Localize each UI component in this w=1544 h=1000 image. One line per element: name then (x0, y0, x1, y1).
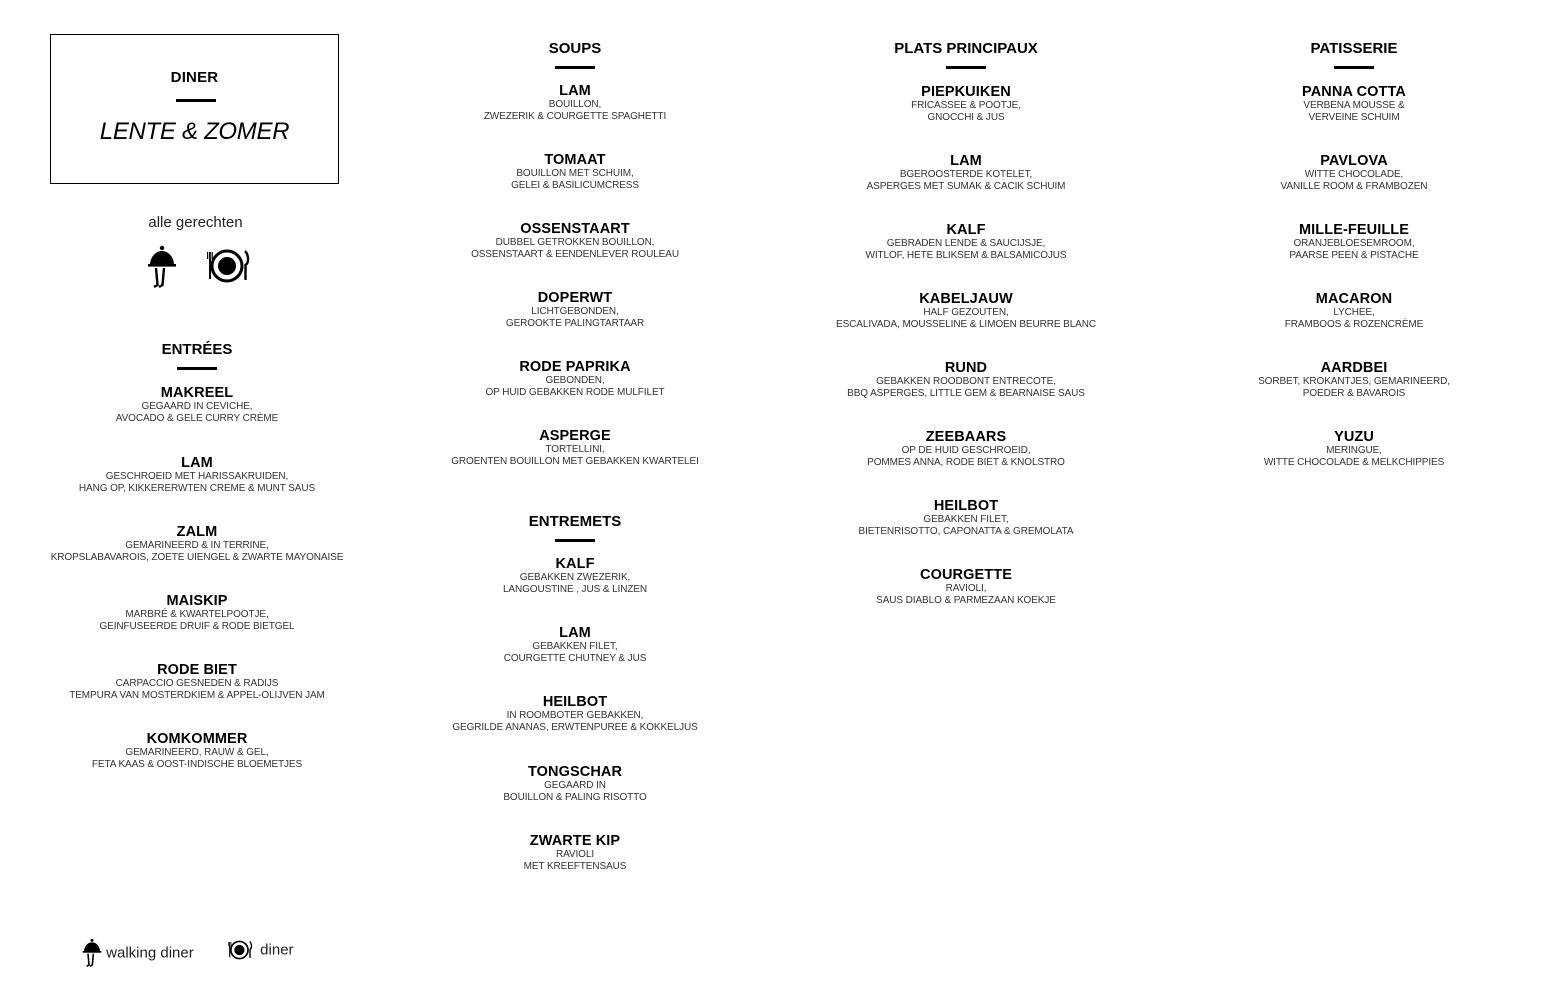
divider (176, 99, 216, 102)
section-soups (375, 40, 775, 467)
dish-item (0, 385, 397, 425)
dish-description: VERVEINE SCHUIM (1308, 112, 1400, 123)
dish-description: OP HUID GEBAKKEN RODE MULFILET (485, 387, 665, 398)
dish-name: LAM (950, 153, 982, 169)
dish-description: FRICASSEE & POOTJE, (911, 100, 1021, 111)
dish-description: TORTELLINI, (545, 444, 605, 455)
dish-description: GEMARINEERD & IN TERRINE, (125, 540, 269, 551)
dish-item (766, 84, 1166, 124)
legend-diner (224, 938, 294, 962)
dish-description: BBQ ASPERGES, LITTLE GEM & BEARNAISE SAUS (847, 388, 1085, 399)
dish-item (1154, 360, 1544, 400)
dish-name: COURGETTE (920, 567, 1012, 583)
dish-item (0, 524, 397, 564)
section-patisserie (1154, 40, 1544, 468)
dish-description: BIETENRISOTTO, CAPONATTA & GREMOLATA (858, 526, 1074, 537)
section-title: ENTRÉES (161, 341, 233, 358)
dish-item (0, 731, 397, 771)
dish-description: TEMPURA VAN MOSTERDKIEM & APPEL-OLIJVEN JAM (69, 690, 325, 701)
dish-description: VANILLE ROOM & FRAMBOZEN (1280, 181, 1428, 192)
dish-description: BOUILLON MET SCHUIM, (516, 168, 634, 179)
dish-item (375, 83, 775, 123)
dish-description: ORANJEBLOESEMROOM, (1293, 238, 1415, 249)
dish-name: PANNA COTTA (1302, 84, 1406, 100)
section-entrees (0, 341, 397, 770)
dish-description: POMMES ANNA, RODE BIET & KNOLSTRO (867, 457, 1065, 468)
dish-description: GEBAKKEN FILET, (532, 641, 618, 652)
dish-name: HEILBOT (933, 498, 999, 514)
dish-description: MERINGUE, (1326, 445, 1382, 456)
dish-description: DUBBEL GETROKKEN BOUILLON, (495, 237, 655, 248)
dish-name: LAM (181, 455, 213, 471)
dish-description: GNOCCHI & JUS (927, 112, 1005, 123)
dish-description: GEGAARD IN CEVICHE, (141, 401, 253, 412)
dish-description: COURGETTE CHUTNEY & JUS (503, 653, 647, 664)
dish-description: GROENTEN BOUILLON MET GEBAKKEN KWARTELEI (451, 456, 699, 467)
dish-description: OP DE HUID GESCHROEID, (901, 445, 1031, 456)
dish-name: PIEPKUIKEN (921, 84, 1011, 100)
dish-name: MILLE-FEUILLE (1298, 222, 1410, 238)
dish-item (375, 625, 775, 665)
dish-item (375, 290, 775, 330)
dish-item (375, 152, 775, 192)
dish-description: BGEROOSTERDE KOTELET, (899, 169, 1033, 180)
dish-description: ASPERGES MET SUMAK & CACIK SCHUIM (866, 181, 1066, 192)
dish-description: RAVIOLI (555, 849, 595, 860)
legend-walking-diner (82, 938, 194, 968)
dish-description: VERBENA MOUSSE & (1303, 100, 1405, 111)
dish-description: KROPSLABAVAROIS, ZOETE UIENGEL & ZWARTE MAYONAISE (50, 552, 344, 563)
dish-name: KOMKOMMER (146, 731, 248, 747)
dish-name: TONGSCHAR (527, 764, 623, 780)
dish-name: RODE PAPRIKA (519, 359, 631, 375)
legend-walking-label: walking diner (106, 944, 194, 962)
dish-name: HEILBOT (542, 694, 608, 710)
dish-name: ZWARTE KIP (529, 833, 621, 849)
divider (555, 539, 595, 542)
dish-name: ZALM (176, 524, 218, 540)
dish-description: HALF GEZOUTEN, (923, 307, 1009, 318)
menu-title-box (50, 34, 339, 184)
dish-description: WITLOF, HETE BLIKSEM & BALSAMICOJUS (865, 250, 1067, 261)
dish-description: ZWEZERIK & COURGETTE SPAGHETTI (483, 111, 667, 122)
dish-description: WITTE CHOCOLADE, (1304, 169, 1404, 180)
divider (177, 367, 217, 370)
divider (1334, 66, 1374, 69)
dish-name: LAM (559, 83, 591, 99)
section-title: ENTREMETS (528, 513, 622, 530)
dish-description: MARBRÉ & KWARTELPOOTJE, (125, 609, 269, 620)
dish-description: SORBET, KROKANTJES, GEMARINEERD, (1258, 376, 1450, 387)
dish-item (375, 833, 775, 873)
divider (946, 66, 986, 69)
dish-description: LANGOUSTINE , JUS & LINZEN (502, 584, 648, 595)
plate-cutlery-icon (224, 938, 256, 962)
legend-diner-label: diner (260, 941, 294, 959)
dish-item (766, 291, 1166, 331)
dish-description: SAUS DIABLO & PARMEZAAN KOEKJE (876, 595, 1056, 606)
dish-item (0, 455, 397, 495)
dish-name: KABELJAUW (919, 291, 1013, 307)
menu-type: DINER (170, 69, 219, 86)
dish-item (375, 694, 775, 734)
dish-description: CARPACCIO GESNEDEN & RADIJS (115, 678, 279, 689)
dish-description: BOUILLON & PALING RISOTTO (503, 792, 647, 803)
dish-item (375, 556, 775, 596)
dish-description: GELEI & BASILICUMCRESS (511, 180, 639, 191)
dish-item (375, 221, 775, 261)
dish-item (766, 222, 1166, 262)
dish-name: ZEEBAARS (925, 429, 1007, 445)
dish-item (0, 593, 397, 633)
all-dishes-label: alle gerechten (148, 214, 243, 231)
dish-description: ESCALIVADA, MOUSSELINE & LIMOEN BEURRE BLANC (836, 319, 1096, 330)
dish-description: HANG OP, KIKKERERWTEN CREME & MUNT SAUS (78, 483, 316, 494)
dish-description: LYCHEE, (1333, 307, 1375, 318)
dish-description: GEGRILDE ANANAS, ERWTENPUREE & KOKKELJUS (452, 722, 698, 733)
dish-name: YUZU (1334, 429, 1374, 445)
dish-item (766, 153, 1166, 193)
dish-description: AVOCADO & GELE CURRY CRÈME (115, 413, 279, 424)
dish-item (0, 662, 397, 702)
dish-name: KALF (946, 222, 986, 238)
dish-description: PAARSE PEEN & PISTACHE (1289, 250, 1419, 261)
dish-description: WITTE CHOCOLADE & MELKCHIPPIES (1263, 457, 1445, 468)
dish-description: FETA KAAS & OOST-INDISCHE BLOEMETJES (91, 759, 303, 770)
dish-name: ASPERGE (539, 428, 611, 444)
dish-description: OSSENSTAART & EENDENLEVER ROULEAU (471, 249, 679, 260)
dish-item (766, 498, 1166, 538)
dish-item (766, 429, 1166, 469)
dish-item (1154, 222, 1544, 262)
dish-item (375, 428, 775, 468)
dish-name: MACARON (1315, 291, 1393, 307)
dish-name: DOPERWT (537, 290, 613, 306)
dish-name: PAVLOVA (1320, 153, 1388, 169)
section-title: SOUPS (548, 40, 602, 57)
section-entremets (375, 513, 775, 872)
dish-description: IN ROOMBOTER GEBAKKEN, (506, 710, 644, 721)
section-title: PATISSERIE (1310, 40, 1398, 57)
dish-description: GEBRADEN LENDE & SAUCIJSJE, (886, 238, 1046, 249)
dish-name: RODE BIET (157, 662, 237, 678)
dish-item (1154, 84, 1544, 124)
dish-item (766, 567, 1166, 607)
dish-item (1154, 291, 1544, 331)
dish-name: OSSENSTAART (520, 221, 630, 237)
dish-description: GEGAARD IN (544, 780, 606, 791)
plate-cutlery-icon (207, 251, 248, 281)
dish-description: GESCHROEID MET HARISSAKRUIDEN, (105, 471, 289, 482)
dish-description: GEMARINEERD, RAUW & GEL, (125, 747, 269, 758)
dish-name: RUND (944, 360, 988, 376)
section-plats-principaux (766, 40, 1166, 606)
dish-item (1154, 153, 1544, 193)
dish-description: GEBAKKEN ROODBONT ENTRECOTE, (876, 376, 1056, 387)
dish-description: MET KREEFTENSAUS (523, 861, 627, 872)
dish-description: RAVIOLI, (945, 583, 987, 594)
dish-name: LAM (559, 625, 591, 641)
dish-description: GEINFUSEERDE DRUIF & RODE BIETGEL (99, 621, 295, 632)
cloche-icon (148, 246, 176, 287)
dish-name: TOMAAT (544, 152, 606, 168)
dish-name: AARDBEI (1320, 360, 1388, 376)
dish-item (766, 360, 1166, 400)
dish-description: GEBAKKEN ZWEZERIK, (519, 572, 631, 583)
menu-title: LENTE & ZOMER (99, 118, 290, 145)
dish-description: BOUILLON, (548, 99, 602, 110)
dish-description: FRAMBOOS & ROZENCRÈME (1284, 319, 1424, 330)
dish-item (1154, 429, 1544, 469)
cloche-icon (82, 938, 102, 968)
dish-description: GEBONDEN, (545, 375, 605, 386)
all-dishes-icons (147, 245, 251, 289)
dish-name: KALF (555, 556, 595, 572)
dish-description: LICHTGEBONDEN, (531, 306, 619, 317)
dish-description: POEDER & BAVAROIS (1302, 388, 1406, 399)
dish-item (375, 764, 775, 804)
dish-description: GEBAKKEN FILET, (923, 514, 1009, 525)
section-title: PLATS PRINCIPAUX (894, 40, 1038, 57)
divider (555, 66, 595, 69)
dish-description: GEROOKTE PALINGTARTAAR (505, 318, 645, 329)
dish-name: MAKREEL (160, 385, 234, 401)
dish-name: MAISKIP (166, 593, 228, 609)
dish-item (375, 359, 775, 399)
